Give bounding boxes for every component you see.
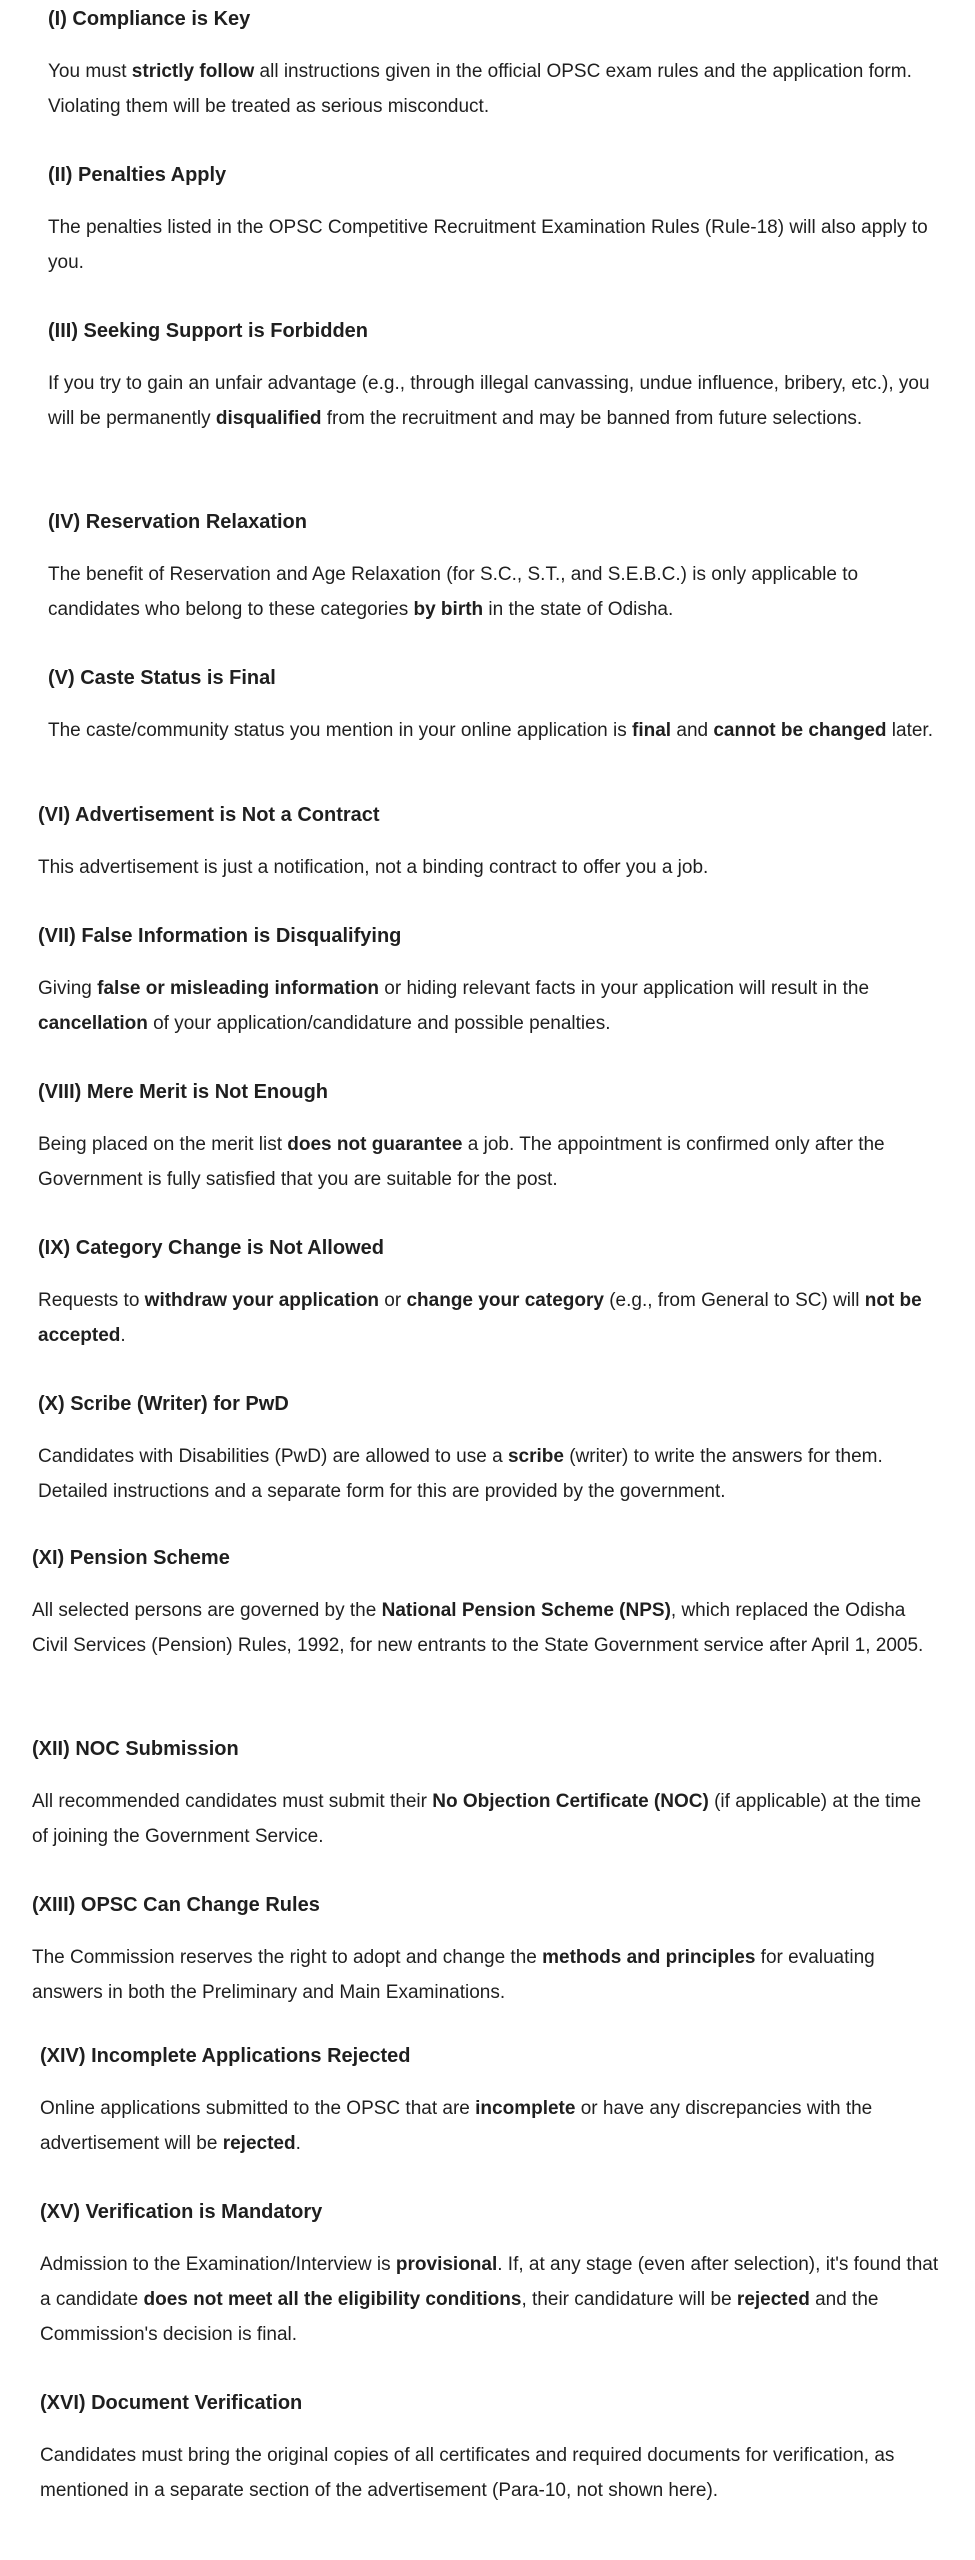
section-heading: (XI) Pension Scheme [32, 1547, 230, 1569]
section-caste-status [48, 665, 948, 748]
section-heading: (XVI) Document Verification [40, 2392, 303, 2414]
section-body [38, 1283, 938, 1353]
emphasis-text: incomplete [475, 2098, 576, 2119]
body-text: in the state of Odisha. [483, 599, 674, 620]
section-body [48, 557, 948, 627]
emphasis-text: does not meet all the eligibility conditions [143, 2289, 522, 2310]
body-text: The benefit of Reservation and Age Relaxation (for S.C., S.T., and S.E.B.C.) is only applicable to candidates who belong to these categories [48, 564, 859, 620]
section-compliance [48, 6, 948, 124]
body-text: and the Commission's decision is final. [40, 2289, 879, 2345]
section-body [38, 971, 938, 1041]
body-text: all instructions given in the official OPSC exam rules and the application form. Violating them will be treated as serious misconduct. [48, 61, 912, 117]
body-text: All selected persons are governed by the [32, 1600, 382, 1621]
section-heading: (I) Compliance is Key [48, 8, 251, 30]
body-text: . [120, 1325, 126, 1346]
body-text: If you try to gain an unfair advantage (e.g., through illegal canvassing, undue influence, bribery, etc.), you will be permanently [48, 373, 930, 429]
emphasis-text: final [632, 720, 672, 741]
section-body [48, 713, 948, 748]
body-text: , which replaced the Odisha Civil Services (Pension) Rules, 1992, for new entrants to the State Government service after April 1, 2005. [32, 1600, 924, 1656]
section-false-information [38, 923, 938, 1041]
section-verification-mandatory [40, 2199, 940, 2352]
emphasis-text: methods and principles [542, 1947, 756, 1968]
body-text: Requests to [38, 1290, 145, 1311]
section-advertisement-contract [38, 802, 938, 885]
section-noc-submission [32, 1736, 932, 1854]
section-heading: (XV) Verification is Mandatory [40, 2201, 323, 2223]
emphasis-text: No Objection Certificate (NOC) [432, 1791, 709, 1812]
emphasis-text: not be accepted [38, 1290, 922, 1346]
body-text: Online applications submitted to the OPSC that are [40, 2098, 476, 2119]
section-scribe [38, 1391, 938, 1509]
emphasis-text: scribe [507, 1446, 564, 1467]
section-heading: (XIV) Incomplete Applications Rejected [40, 2045, 411, 2067]
section-body [48, 54, 948, 124]
body-text: and [671, 720, 714, 741]
body-text: a job. The appointment is confirmed only after the Government is fully satisfied that you are suitable for the post. [38, 1134, 885, 1190]
section-body [40, 2091, 940, 2161]
section-pension-scheme [32, 1545, 932, 1663]
section-body [38, 1439, 938, 1509]
section-seeking-support [48, 318, 948, 436]
emphasis-text: cancellation [38, 1013, 148, 1034]
body-text: or have any discrepancies with the advertisement will be [40, 2098, 873, 2154]
section-body [40, 2438, 940, 2508]
emphasis-text: false or misleading information [97, 978, 380, 999]
body-text: Admission to the Examination/Interview is [40, 2254, 396, 2275]
body-text: later. [886, 720, 933, 741]
body-text: All recommended candidates must submit their [32, 1791, 433, 1812]
body-text: The penalties listed in the OPSC Competitive Recruitment Examination Rules (Rule-18) will also apply to you. [48, 217, 928, 273]
body-text: or [379, 1290, 407, 1311]
body-text: The Commission reserves the right to adopt and change the [32, 1947, 543, 1968]
section-body [38, 850, 938, 885]
section-mere-merit [38, 1079, 938, 1197]
section-body [48, 366, 948, 436]
section-heading: (IV) Reservation Relaxation [48, 511, 307, 533]
section-body [32, 1784, 932, 1854]
body-text: or hiding relevant facts in your application will result in the [379, 978, 870, 999]
section-body [32, 1940, 932, 2010]
body-text: Being placed on the merit list [38, 1134, 288, 1155]
body-text: The caste/community status you mention in your online application is [48, 720, 633, 741]
body-text: from the recruitment and may be banned from future selections. [321, 408, 863, 429]
section-heading: (III) Seeking Support is Forbidden [48, 320, 369, 342]
body-text: for evaluating answers in both the Preliminary and Main Examinations. [32, 1947, 875, 2003]
body-text: Candidates must bring the original copies of all certificates and required documents for verification, as mentioned in a separate section of the advertisement (Para-10, not shown here). [40, 2445, 895, 2501]
section-heading: (XII) NOC Submission [32, 1738, 239, 1760]
section-incomplete-applications [40, 2043, 940, 2161]
emphasis-text: strictly follow [131, 61, 255, 82]
section-heading: (VII) False Information is Disqualifying [38, 925, 402, 947]
section-heading: (VIII) Mere Merit is Not Enough [38, 1081, 329, 1103]
section-reservation-relaxation [48, 509, 948, 627]
body-text: . If, at any stage (even after selection), it's found that a candidate [40, 2254, 939, 2310]
emphasis-text: provisional [395, 2254, 498, 2275]
emphasis-text: cannot be changed [713, 720, 887, 741]
section-heading: (XIII) OPSC Can Change Rules [32, 1894, 320, 1916]
body-text: (if applicable) at the time of joining the Government Service. [32, 1791, 922, 1847]
section-penalties [48, 162, 948, 280]
emphasis-text: change your category [406, 1290, 604, 1311]
section-opsc-change-rules [32, 1892, 932, 2010]
emphasis-text: National Pension Scheme (NPS) [381, 1600, 671, 1621]
emphasis-text: by birth [413, 599, 484, 620]
emphasis-text: rejected [736, 2289, 810, 2310]
body-text: (e.g., from General to SC) will [603, 1290, 865, 1311]
body-text: Giving [38, 978, 98, 999]
section-heading: (X) Scribe (Writer) for PwD [38, 1393, 289, 1415]
section-body [38, 1127, 938, 1197]
section-body [40, 2247, 940, 2352]
section-body [48, 210, 948, 280]
emphasis-text: withdraw your application [144, 1290, 380, 1311]
body-text: . [295, 2133, 301, 2154]
emphasis-text: rejected [222, 2133, 296, 2154]
section-category-change [38, 1235, 938, 1353]
body-text: This advertisement is just a notification, not a binding contract to offer you a job. [38, 857, 709, 878]
body-text: (writer) to write the answers for them. Detailed instructions and a separate form for this are provided by the government. [38, 1446, 883, 1502]
body-text: Candidates with Disabilities (PwD) are allowed to use a [38, 1446, 508, 1467]
section-heading: (II) Penalties Apply [48, 164, 227, 186]
section-heading: (VI) Advertisement is Not a Contract [38, 804, 380, 826]
section-body [32, 1593, 932, 1663]
section-document-verification [40, 2390, 940, 2508]
section-heading: (V) Caste Status is Final [48, 667, 276, 689]
emphasis-text: does not guarantee [287, 1134, 463, 1155]
body-text: , their candidature will be [521, 2289, 737, 2310]
body-text: You must [48, 61, 132, 82]
body-text: of your application/candidature and possible penalties. [147, 1013, 611, 1034]
section-heading: (IX) Category Change is Not Allowed [38, 1237, 384, 1259]
emphasis-text: disqualified [215, 408, 322, 429]
